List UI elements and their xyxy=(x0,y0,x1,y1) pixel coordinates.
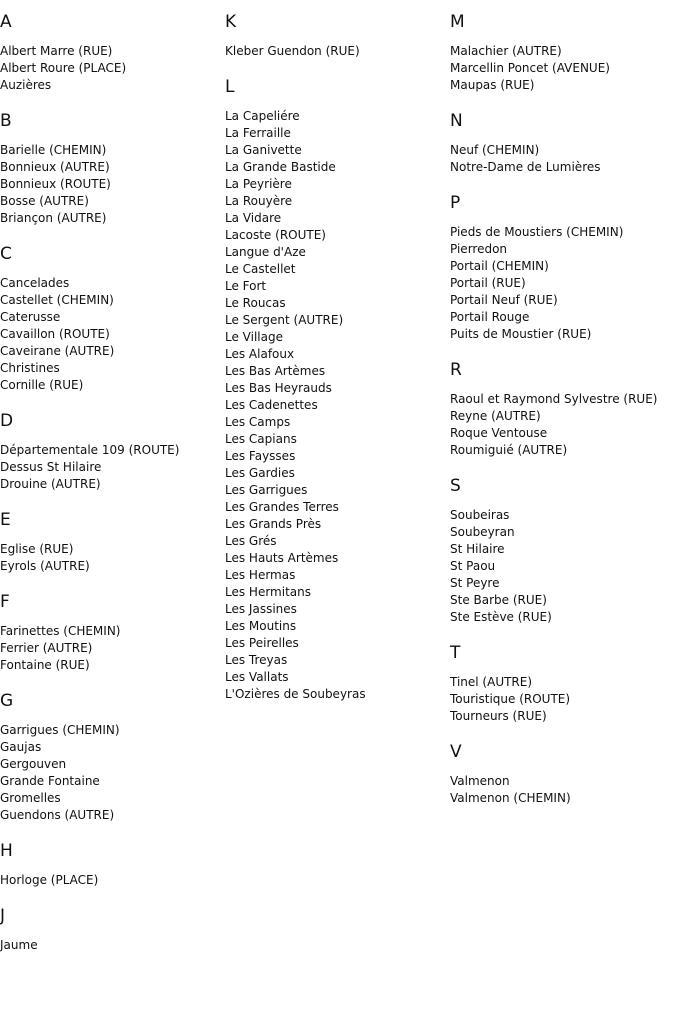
street-link[interactable]: La Vidare xyxy=(225,211,282,225)
street-link[interactable]: Les Peirelles xyxy=(225,636,299,650)
street-link[interactable]: St Hilaire xyxy=(450,542,505,556)
street-link[interactable]: Castellet (CHEMIN) xyxy=(0,293,114,307)
street-link[interactable]: La Rouyère xyxy=(225,194,293,208)
street-link[interactable]: Fontaine (RUE) xyxy=(0,658,90,672)
letter-group xyxy=(450,643,675,725)
street-link[interactable]: Les Bas Artèmes xyxy=(225,364,326,378)
street-link[interactable]: Portail Rouge xyxy=(450,310,530,324)
street-list xyxy=(450,43,675,94)
letter-heading: A xyxy=(0,12,12,32)
street-link[interactable]: L'Ozières de Soubeyras xyxy=(225,687,366,701)
street-link[interactable]: Les Grands Près xyxy=(225,517,322,531)
street-link[interactable]: Tinel (AUTRE) xyxy=(450,675,533,689)
street-link[interactable]: Les Gardies xyxy=(225,466,295,480)
street-link[interactable]: Bosse (AUTRE) xyxy=(0,194,89,208)
street-list xyxy=(450,224,675,343)
letter-group xyxy=(450,193,675,343)
street-link[interactable]: Guendons (AUTRE) xyxy=(0,808,115,822)
street-link[interactable]: La Grande Bastide xyxy=(225,160,336,174)
street-link[interactable]: Lacoste (ROUTE) xyxy=(225,228,326,242)
street-link[interactable]: Portail Neuf (RUE) xyxy=(450,293,558,307)
street-link[interactable]: Les Camps xyxy=(225,415,291,429)
letter-group xyxy=(450,742,675,807)
street-index-column-2 xyxy=(225,12,450,720)
letter-heading: C xyxy=(0,244,12,264)
letter-group xyxy=(0,111,225,227)
street-link[interactable]: Tourneurs (RUE) xyxy=(450,709,547,723)
street-link[interactable]: La Peyrière xyxy=(225,177,292,191)
letter-heading: N xyxy=(450,111,463,131)
street-link[interactable]: Briançon (AUTRE) xyxy=(0,211,107,225)
street-list xyxy=(0,43,225,94)
letter-group xyxy=(0,12,225,94)
street-link[interactable]: Garrigues (CHEMIN) xyxy=(0,723,120,737)
street-list xyxy=(225,43,450,60)
letter-group xyxy=(225,12,450,60)
street-link[interactable]: Les Faysses xyxy=(225,449,296,463)
street-link[interactable]: Marcellin Poncet (AVENUE) xyxy=(450,61,610,75)
street-link[interactable]: Kleber Guendon (RUE) xyxy=(225,44,360,58)
letter-group xyxy=(0,510,225,575)
letter-heading: P xyxy=(450,193,461,213)
street-link[interactable]: Les Vallats xyxy=(225,670,289,684)
street-link[interactable]: Caterusse xyxy=(0,310,61,324)
street-list xyxy=(0,872,225,889)
street-link[interactable]: Le Village xyxy=(225,330,283,344)
street-link[interactable]: Valmenon xyxy=(450,774,510,788)
letter-heading: G xyxy=(0,691,14,711)
street-link[interactable]: Soubeiras xyxy=(450,508,510,522)
letter-heading: S xyxy=(450,476,461,496)
street-list xyxy=(0,623,225,674)
street-link[interactable]: Cancelades xyxy=(0,276,70,290)
street-link[interactable]: Drouine (AUTRE) xyxy=(0,477,101,491)
street-link[interactable]: Ste Barbe (RUE) xyxy=(450,593,547,607)
street-link[interactable]: Gaujas xyxy=(0,740,42,754)
street-link[interactable]: Les Bas Heyrauds xyxy=(225,381,332,395)
street-link[interactable]: Maupas (RUE) xyxy=(450,78,535,92)
street-list xyxy=(0,142,225,227)
street-link[interactable]: Les Grandes Terres xyxy=(225,500,339,514)
street-link[interactable]: Le Roucas xyxy=(225,296,286,310)
street-list xyxy=(450,773,675,807)
street-list xyxy=(0,541,225,575)
letter-group xyxy=(0,906,225,954)
street-list xyxy=(450,391,675,459)
street-link[interactable]: Gergouven xyxy=(0,757,67,771)
street-link[interactable]: Roque Ventouse xyxy=(450,426,548,440)
street-link[interactable]: Reyne (AUTRE) xyxy=(450,409,541,423)
street-link[interactable]: Eglise (RUE) xyxy=(0,542,74,556)
street-link[interactable]: La Capeliére xyxy=(225,109,300,123)
street-link[interactable]: Les Cadenettes xyxy=(225,398,318,412)
street-link[interactable]: Barielle (CHEMIN) xyxy=(0,143,107,157)
street-link[interactable]: Les Treyas xyxy=(225,653,288,667)
street-link[interactable]: La Ferraille xyxy=(225,126,291,140)
street-link[interactable]: Pieds de Moustiers (CHEMIN) xyxy=(450,225,624,239)
street-link[interactable]: Cavaillon (ROUTE) xyxy=(0,327,110,341)
letter-heading: F xyxy=(0,592,10,612)
street-link[interactable]: Les Grés xyxy=(225,534,277,548)
letter-heading: B xyxy=(0,111,12,131)
street-link[interactable]: Bonnieux (AUTRE) xyxy=(0,160,110,174)
street-link[interactable]: Roumiguié (AUTRE) xyxy=(450,443,568,457)
street-link[interactable]: Pierredon xyxy=(450,242,508,256)
letter-heading: E xyxy=(0,510,11,530)
street-list xyxy=(450,674,675,725)
letter-heading: H xyxy=(0,841,13,861)
street-link[interactable]: Les Garrigues xyxy=(225,483,308,497)
street-link[interactable]: Portail (RUE) xyxy=(450,276,526,290)
street-link[interactable]: Les Alafoux xyxy=(225,347,295,361)
street-link[interactable]: Christines xyxy=(0,361,60,375)
letter-heading: T xyxy=(450,643,461,663)
street-link[interactable]: Grande Fontaine xyxy=(0,774,100,788)
street-list xyxy=(0,442,225,493)
street-link[interactable]: Bonnieux (ROUTE) xyxy=(0,177,111,191)
street-link[interactable]: Raoul et Raymond Sylvestre (RUE) xyxy=(450,392,658,406)
letter-group xyxy=(450,360,675,459)
street-link[interactable]: Horloge (PLACE) xyxy=(0,873,99,887)
street-link[interactable]: Les Hermas xyxy=(225,568,296,582)
letter-heading: R xyxy=(450,360,462,380)
street-link[interactable]: Albert Roure (PLACE) xyxy=(0,61,127,75)
street-link[interactable]: Le Castellet xyxy=(225,262,296,276)
street-link[interactable]: Le Sergent (AUTRE) xyxy=(225,313,344,327)
street-link[interactable]: Les Hauts Artèmes xyxy=(225,551,339,565)
letter-heading: L xyxy=(225,77,235,97)
street-link[interactable]: Eyrols (AUTRE) xyxy=(0,559,90,573)
street-link[interactable]: Langue d'Aze xyxy=(225,245,306,259)
street-link[interactable]: Les Capians xyxy=(225,432,297,446)
street-link[interactable]: Les Jassines xyxy=(225,602,297,616)
street-link[interactable]: Cornille (RUE) xyxy=(0,378,84,392)
letter-group xyxy=(450,476,675,626)
letter-group xyxy=(450,111,675,176)
street-index-column-3 xyxy=(450,12,675,824)
street-link[interactable]: Portail (CHEMIN) xyxy=(450,259,549,273)
letter-group xyxy=(0,411,225,493)
letter-heading: J xyxy=(0,906,6,926)
street-link[interactable]: Les Moutins xyxy=(225,619,297,633)
street-list xyxy=(0,722,225,824)
street-link[interactable]: La Ganivette xyxy=(225,143,302,157)
street-link[interactable]: Ste Estève (RUE) xyxy=(450,610,552,624)
street-link[interactable]: Puits de Moustier (RUE) xyxy=(450,327,592,341)
street-link[interactable]: Notre-Dame de Lumières xyxy=(450,160,601,174)
street-link[interactable]: St Peyre xyxy=(450,576,500,590)
street-list xyxy=(0,275,225,394)
letter-group xyxy=(0,841,225,889)
letter-heading: V xyxy=(450,742,462,762)
street-list xyxy=(450,507,675,626)
street-link[interactable]: Jaume xyxy=(0,938,38,952)
letter-group xyxy=(0,244,225,394)
street-list xyxy=(225,108,450,703)
letter-group xyxy=(450,12,675,94)
street-link[interactable]: Malachier (AUTRE) xyxy=(450,44,562,58)
street-link[interactable]: Gromelles xyxy=(0,791,61,805)
street-link[interactable]: Le Fort xyxy=(225,279,267,293)
street-link[interactable]: Soubeyran xyxy=(450,525,515,539)
street-index-column-1 xyxy=(0,12,225,971)
street-list xyxy=(450,142,675,176)
letter-heading: K xyxy=(225,12,237,32)
street-link[interactable]: Auzières xyxy=(0,78,52,92)
street-list xyxy=(0,937,225,954)
letter-group xyxy=(0,691,225,824)
street-link[interactable]: Neuf (CHEMIN) xyxy=(450,143,540,157)
street-link[interactable]: Dessus St Hilaire xyxy=(0,460,102,474)
street-link[interactable]: St Paou xyxy=(450,559,496,573)
letter-heading: D xyxy=(0,411,14,431)
street-link[interactable]: Albert Marre (RUE) xyxy=(0,44,113,58)
letter-heading: M xyxy=(450,12,465,32)
letter-group xyxy=(225,77,450,703)
street-link[interactable]: Valmenon (CHEMIN) xyxy=(450,791,571,805)
street-link[interactable]: Ferrier (AUTRE) xyxy=(0,641,93,655)
street-link[interactable]: Départementale 109 (ROUTE) xyxy=(0,443,180,457)
street-link[interactable]: Les Hermitans xyxy=(225,585,311,599)
letter-group xyxy=(0,592,225,674)
street-link[interactable]: Touristique (ROUTE) xyxy=(450,692,571,706)
street-link[interactable]: Farinettes (CHEMIN) xyxy=(0,624,121,638)
street-link[interactable]: Caveirane (AUTRE) xyxy=(0,344,115,358)
